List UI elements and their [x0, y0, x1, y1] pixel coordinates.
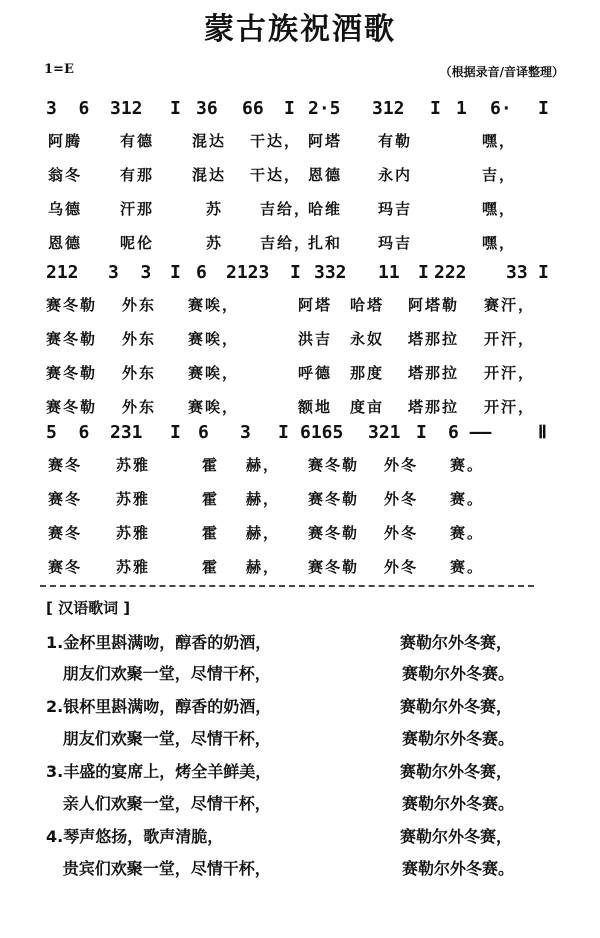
source-note: （根据录音/音译整理）: [439, 65, 564, 79]
notes: 6 ——: [448, 422, 492, 443]
notes: 33: [506, 262, 528, 283]
notes: 6165: [300, 422, 344, 443]
lyric-line: 赛冬勒 外东 赛唉， 洪吉 永奴 塔那拉 开汗，: [46, 330, 536, 348]
lyric-line: 赛冬 苏雅 霍 赫， 赛冬勒 外冬 赛。: [48, 490, 485, 508]
notes: 6: [198, 422, 209, 443]
chinese-lyric-line: 1.金杯里斟满吻，醇香的奶酒， 赛勒尔外冬赛，: [46, 633, 513, 652]
notation-row: [46, 422, 566, 452]
chinese-lyric-line: 2.银杯里斟满吻，醇香的奶酒， 赛勒尔外冬赛，: [46, 697, 513, 716]
barline: I: [284, 98, 295, 119]
notes: 3: [240, 422, 251, 443]
final-barline: Ⅱ: [538, 422, 547, 443]
lyric-line: 乌德 汗那 苏 吉给， 哈维 玛吉 嘿，: [48, 200, 517, 218]
barline: I: [416, 422, 427, 443]
chinese-lyric-line: 亲人们欢聚一堂，尽情干杯， 赛勒尔外冬赛。: [46, 794, 515, 813]
barline: I: [418, 262, 429, 283]
chinese-lyric-line: 朋友们欢聚一堂，尽情干杯， 赛勒尔外冬赛。: [46, 664, 515, 683]
chinese-lyric-line: 贵宾们欢聚一堂，尽情干杯， 赛勒尔外冬赛。: [46, 859, 515, 878]
key-signature: 1=E: [44, 62, 74, 77]
notes: 231: [110, 422, 143, 443]
lyric-line: 赛冬 苏雅 霍 赫， 赛冬勒 外冬 赛。: [48, 456, 485, 474]
barline: I: [430, 98, 441, 119]
notes: 6: [196, 262, 207, 283]
notes: 1: [456, 98, 467, 119]
notes: 6·: [490, 98, 512, 119]
notes: 3 6: [46, 98, 90, 119]
barline: I: [170, 262, 181, 283]
notes: 66: [242, 98, 264, 119]
notes: 321: [368, 422, 401, 443]
lyric-line: 恩德 呢伦 苏 吉给， 扎和 玛吉 嘿，: [48, 234, 517, 252]
notes: 36: [196, 98, 218, 119]
lyric-line: 赛冬 苏雅 霍 赫， 赛冬勒 外冬 赛。: [48, 558, 485, 576]
notes: 212: [46, 262, 79, 283]
notes: 5 6: [46, 422, 90, 443]
lyric-line: 阿腾 有德 混达 干达， 阿塔 有勒 嘿，: [48, 132, 517, 150]
lyric-line: 赛冬勒 外东 赛唉， 呼德 那度 塔那拉 开汗，: [46, 364, 536, 382]
lyric-line: 赛冬勒 外东 赛唉， 额地 度亩 塔那拉 开汗，: [46, 398, 536, 416]
notes: 312: [372, 98, 405, 119]
notes: 3 3: [108, 262, 152, 283]
chinese-lyric-line: 朋友们欢聚一堂，尽情干杯， 赛勒尔外冬赛。: [46, 729, 515, 748]
lyric-line: 翁冬 有那 混达 干达， 恩德 永内 吉，: [48, 166, 517, 184]
notes: 332: [314, 262, 347, 283]
barline: I: [170, 98, 181, 119]
chinese-lyric-line: 3.丰盛的宴席上，烤全羊鲜美， 赛勒尔外冬赛，: [46, 762, 513, 781]
lyric-line: 赛冬勒 外东 赛唉， 阿塔 哈塔 阿塔勒 赛汗，: [46, 296, 536, 314]
notation-row: [46, 262, 566, 292]
song-title: 蒙古族祝酒歌: [204, 12, 396, 47]
notes: 2123: [226, 262, 270, 283]
barline: I: [538, 98, 549, 119]
section-divider: [40, 585, 534, 587]
lyric-line: 赛冬 苏雅 霍 赫， 赛冬勒 外冬 赛。: [48, 524, 485, 542]
barline: I: [538, 262, 549, 283]
chinese-lyrics-heading: [ 汉语歌词 ]: [46, 599, 131, 617]
notes: 11: [378, 262, 400, 283]
barline: I: [278, 422, 289, 443]
notes: 222: [434, 262, 467, 283]
barline: I: [170, 422, 181, 443]
barline: I: [290, 262, 301, 283]
notes: 2·5: [308, 98, 341, 119]
chinese-lyric-line: 4.琴声悠扬，歌声清脆， 赛勒尔外冬赛，: [46, 827, 513, 846]
notes: 312: [110, 98, 143, 119]
notation-row: [46, 98, 566, 128]
